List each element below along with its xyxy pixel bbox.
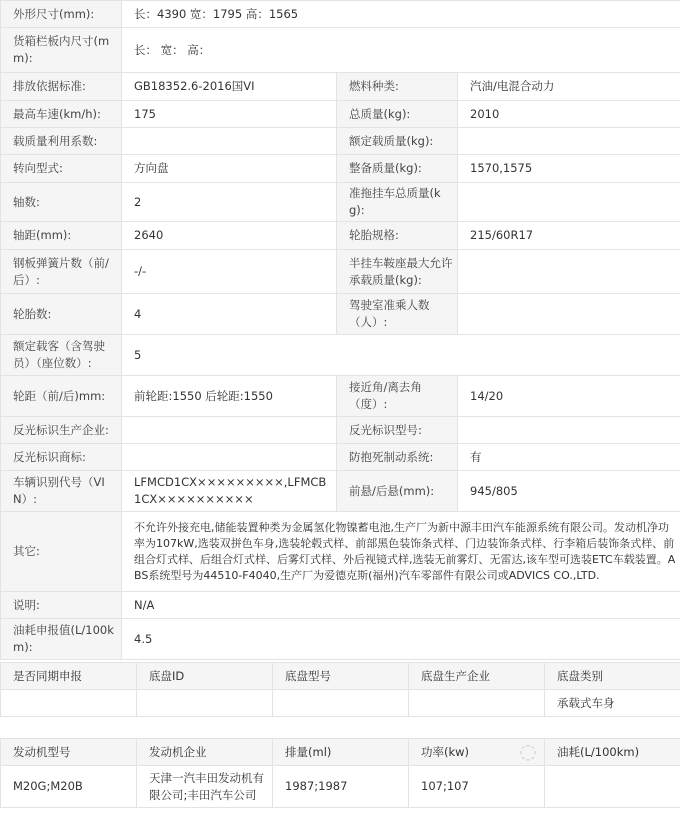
chassis-cell (1, 690, 137, 717)
spec-value: 945/805 (458, 471, 680, 512)
spec-value: 4.5 (122, 619, 680, 660)
engine-header: 排量(ml) (273, 739, 409, 766)
spec-value: 2 (122, 183, 337, 222)
spec-row (1, 444, 680, 471)
spec-row (1, 28, 680, 73)
spec-value (458, 250, 680, 294)
spec-value: 4 (122, 294, 337, 335)
spec-label: 钢板弹簧片数（前/后）: (1, 250, 122, 294)
spec-value: 5 (122, 335, 680, 376)
spec-value: 长：4390 宽：1795 高：1565 (122, 1, 680, 28)
engine-table (0, 738, 680, 808)
spec-row (1, 128, 680, 155)
spec-row (1, 1, 680, 28)
spec-value (458, 417, 680, 444)
spec-value: -/- (122, 250, 337, 294)
spec-row (1, 592, 680, 619)
spec-row (1, 183, 680, 222)
spec-label: 整备质量(kg): (337, 155, 458, 183)
spec-label: 排放依据标准: (1, 73, 122, 101)
spec-label: 油耗申报值(L/100km): (1, 619, 122, 660)
spec-row (1, 73, 680, 101)
spec-label: 说明: (1, 592, 122, 619)
engine-header: 油耗(L/100km) (545, 739, 680, 766)
engine-row (1, 766, 680, 808)
spec-label: 半挂车鞍座最大允许承载质量(kg): (337, 250, 458, 294)
spec-label: 接近角/离去角（度）: (337, 376, 458, 417)
spec-value (458, 183, 680, 222)
spec-value: 汽油/电混合动力 (458, 73, 680, 101)
spec-label: 准拖挂车总质量(kg): (337, 183, 458, 222)
spec-label: 载质量利用系数: (1, 128, 122, 155)
engine-cell: 1987;1987 (273, 766, 409, 808)
engine-cell: M20G;M20B (1, 766, 137, 808)
spec-value: 方向盘 (122, 155, 337, 183)
spec-label: 燃料种类: (337, 73, 458, 101)
spec-label: 防抱死制动系统: (337, 444, 458, 471)
spec-row (1, 155, 680, 183)
spec-label: 反光标识生产企业: (1, 417, 122, 444)
spec-value: GB18352.6-2016国VI (122, 73, 337, 101)
spec-label: 轮胎规格: (337, 222, 458, 250)
engine-header: 发动机企业 (137, 739, 273, 766)
chassis-cell: 承载式车身 (545, 690, 680, 717)
spec-value: 14/20 (458, 376, 680, 417)
engine-cell: 天津一汽丰田发动机有限公司;丰田汽车公司 (137, 766, 273, 808)
chassis-cell (273, 690, 409, 717)
spec-label: 轴距(mm): (1, 222, 122, 250)
spec-value: 长： 宽： 高： (122, 28, 680, 73)
spec-label: 额定载客（含驾驶员）（座位数）: (1, 335, 122, 376)
spec-value: 前轮距:1550 后轮距:1550 (122, 376, 337, 417)
chassis-header: 是否同期申报 (1, 663, 137, 690)
chassis-header: 底盘类别 (545, 663, 680, 690)
spec-value (122, 417, 337, 444)
spec-label: 车辆识别代号（VIN）: (1, 471, 122, 512)
spec-label: 驾驶室准乘人数（人）: (337, 294, 458, 335)
chassis-header: 底盘生产企业 (409, 663, 545, 690)
spec-label: 反光标识商标: (1, 444, 122, 471)
spec-row (1, 335, 680, 376)
chassis-table (0, 662, 680, 717)
spec-value: 175 (122, 101, 337, 128)
spec-label: 外形尺寸(mm): (1, 1, 122, 28)
spec-value: N/A (122, 592, 680, 619)
spec-value: 不允许外接充电,储能装置种类为金属氢化物镍蓄电池,生产厂为新中源丰田汽车能源系统有限公司。发动机净功率为107kW,选装双拼色车身,选装轮毂式样、前部黑色装饰条式样、门边装饰条式样、行李箱后装饰条式样、前组合灯式样、后组合灯式样、后雾灯式样、外后视镜式样,选装无前雾灯、无雷达,该车型可选装ETC车载装置。ABS系统型号为44510-F4040,生产厂为爱德克斯(福州)汽车零部件有限公司或ADVICS CO.,LTD. (122, 512, 680, 592)
spec-label: 转向型式: (1, 155, 122, 183)
spec-row (1, 101, 680, 128)
chassis-header: 底盘ID (137, 663, 273, 690)
spec-label: 货箱栏板内尺寸(mm): (1, 28, 122, 73)
spec-label: 其它: (1, 512, 122, 592)
spec-label: 额定载质量(kg): (337, 128, 458, 155)
spec-label: 前悬/后悬(mm): (337, 471, 458, 512)
engine-header: 功率(kw) (409, 739, 545, 766)
spec-row (1, 471, 680, 512)
spec-value: 2640 (122, 222, 337, 250)
spec-label: 轮胎数: (1, 294, 122, 335)
engine-cell (545, 766, 680, 808)
spec-value (122, 128, 337, 155)
spec-row (1, 222, 680, 250)
spec-value: 1570,1575 (458, 155, 680, 183)
spec-value: LFMCD1CX×××××××××,LFMCB1CX×××××××××× (122, 471, 337, 512)
chassis-header-row (1, 663, 680, 690)
spec-value (122, 444, 337, 471)
chassis-header: 底盘型号 (273, 663, 409, 690)
spec-row (1, 250, 680, 294)
engine-header: 发动机型号 (1, 739, 137, 766)
chassis-cell (137, 690, 273, 717)
spec-value: 2010 (458, 101, 680, 128)
engine-cell: 107;107 (409, 766, 545, 808)
watermark-icon: ◌ (519, 739, 537, 763)
spec-value (458, 294, 680, 335)
spec-row (1, 417, 680, 444)
spec-label: 最高车速(km/h): (1, 101, 122, 128)
spec-label: 轴数: (1, 183, 122, 222)
spec-row (1, 294, 680, 335)
spec-label: 总质量(kg): (337, 101, 458, 128)
engine-header-row (1, 739, 680, 766)
spec-row (1, 376, 680, 417)
spec-value: 有 (458, 444, 680, 471)
spec-value (458, 128, 680, 155)
chassis-row (1, 690, 680, 717)
chassis-cell (409, 690, 545, 717)
spec-row (1, 619, 680, 660)
spec-row (1, 512, 680, 592)
spec-value: 215/60R17 (458, 222, 680, 250)
spec-label: 轮距（前/后)mm: (1, 376, 122, 417)
spec-label: 反光标识型号: (337, 417, 458, 444)
